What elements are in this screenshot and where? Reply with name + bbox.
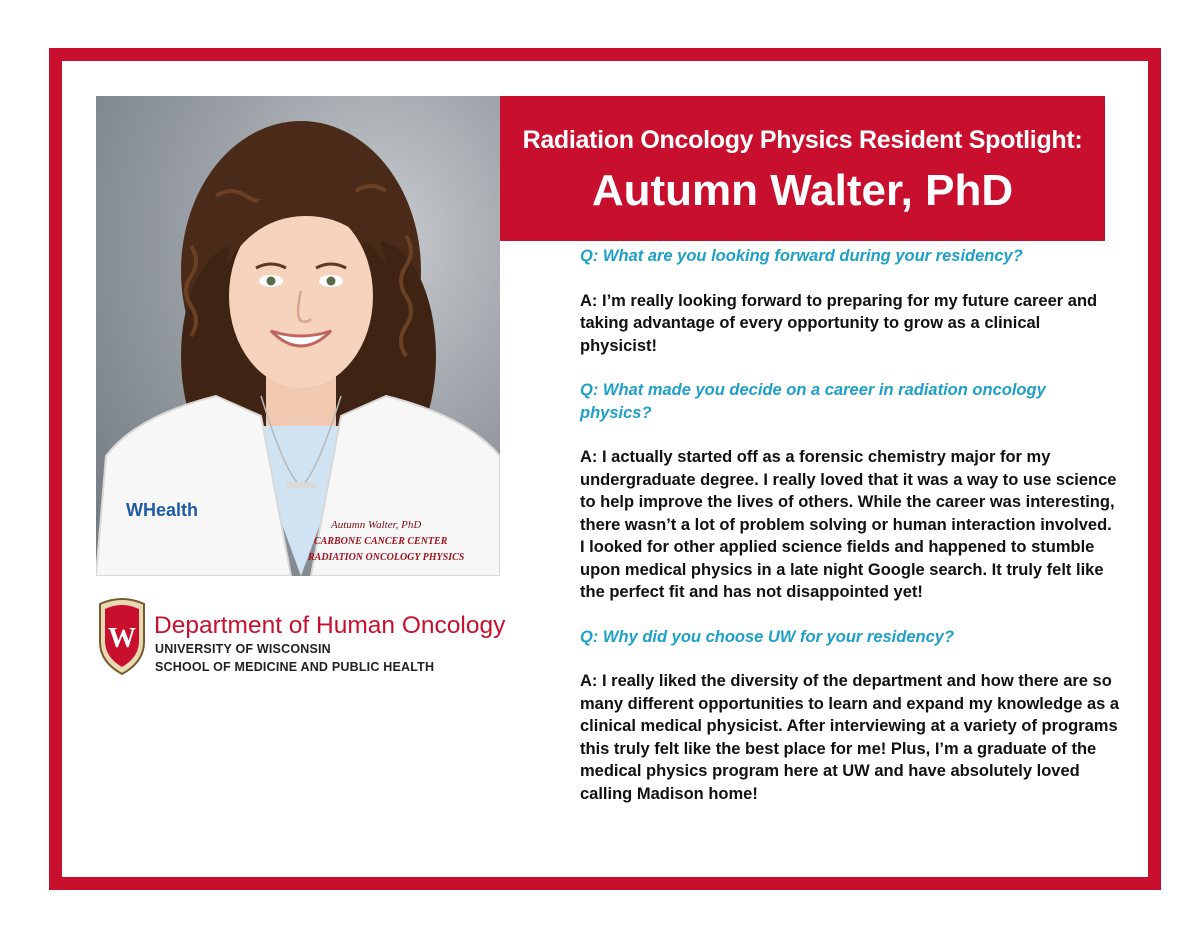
qa-section [580, 245, 1120, 827]
answer-2: A: I actually started off as a forensic chemistry major for my undergraduate degree. I really loved that it was a way to use science to help improve the lives of others. While the career was interesting, there wasn’t a lot of problem solving or human interaction involved. I looked for other applied science fields and happened to stumble upon medical physics in a late night Google search. It truly felt like the perfect fit and has not disappointed yet! [580, 448, 1117, 601]
resident-name: Autumn Walter, PhD [591, 166, 1014, 215]
question-1: Q: What are you looking forward during your residency? [580, 247, 1023, 265]
answer-3: A: I really liked the diversity of the department and how there are so many different opportunities to learn and expand my knowledge as a clinical medical physicist. After interviewing at a variety of programs this truly felt like the best place for me! Plus, I’m a graduate of the medical physics program here at UW and have absolutely loved calling Madison home! [580, 672, 1120, 803]
crest-letter: W [108, 623, 136, 654]
school-name: SCHOOL OF MEDICINE AND PUBLIC HEALTH [155, 660, 435, 674]
department-logo [96, 594, 516, 678]
badge-label: WHealth [126, 500, 198, 520]
title-banner [500, 96, 1105, 241]
uw-crest-icon [96, 596, 148, 676]
coat-embroidery-center: CARBONE CANCER CENTER [314, 536, 448, 547]
portrait-photo [96, 96, 500, 576]
portrait-illustration [96, 96, 500, 576]
answer-1: A: I’m really looking forward to preparing for my future career and taking advantage of every opportunity to grow as a clinical physicist! [580, 291, 1098, 355]
department-name: Department of Human Oncology [154, 612, 506, 639]
coat-embroidery-dept: RADIATION ONCOLOGY PHYSICS [308, 552, 465, 563]
spotlight-subtitle: Radiation Oncology Physics Resident Spotlight: [522, 126, 1083, 154]
question-3: Q: Why did you choose UW for your residency? [580, 627, 955, 646]
university-name: UNIVERSITY OF WISCONSIN [155, 642, 331, 656]
coat-embroidery-name: Autumn Walter, PhD [331, 519, 422, 531]
question-2: Q: What made you decide on a career in radiation oncology physics? [580, 381, 1046, 422]
